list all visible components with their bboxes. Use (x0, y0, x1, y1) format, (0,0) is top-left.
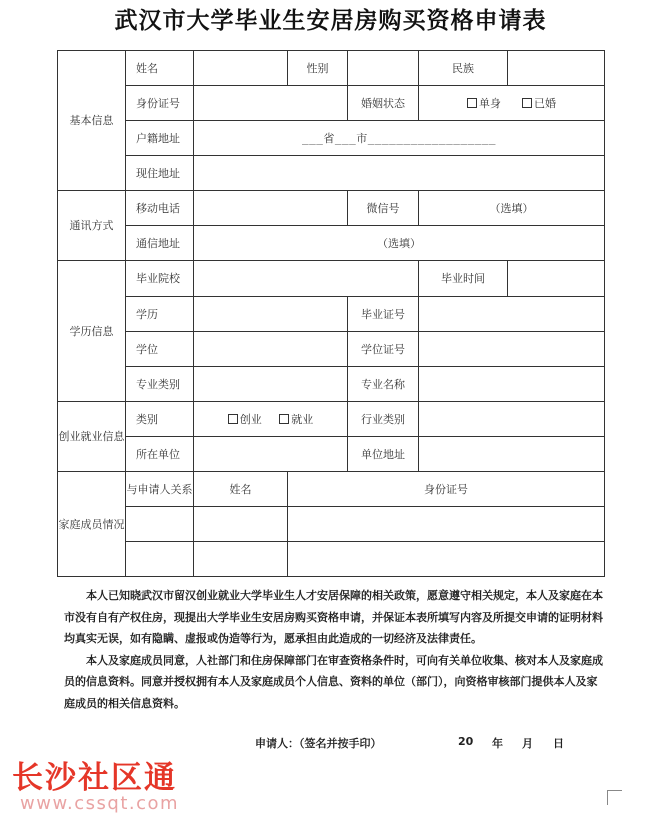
field-wechat[interactable]: （选填） (419, 191, 605, 226)
label-major-name: 专业名称 (348, 367, 419, 402)
married-label: 已婚 (534, 96, 556, 110)
field-member-id-2[interactable] (288, 542, 605, 577)
watermark-logo-text: 长沙社区通 (12, 760, 177, 796)
single-label: 单身 (479, 96, 502, 110)
label-category: 类别 (126, 402, 194, 437)
label-major-category: 专业类别 (126, 367, 194, 402)
signature-year: 20 (458, 735, 474, 748)
field-major-category[interactable] (194, 367, 348, 402)
label-name: 姓名 (126, 51, 194, 86)
signature-day-unit: 日 (553, 737, 564, 750)
declaration-paragraph-1: 本人已知晓武汉市留汉创业就业大学毕业生人才安居保障的相关政策，愿意遵守相关规定，本人及家庭在本市没有自有产权住房，现提出大学毕业生安居房购买资格申请，并保证本表所填写内容及所提交申请的证明材料均真实无误，如有隐瞒、虚报或伪造等行为，愿承担由此造成的一切经济及法律责任。 (64, 589, 603, 645)
field-hukou-address[interactable]: ___省___市__________________ (194, 121, 605, 156)
section-basic-info: 基本信息 (58, 51, 126, 191)
section-family: 家庭成员情况 (58, 472, 126, 577)
checkbox-married[interactable] (522, 97, 556, 110)
section-education: 学历信息 (58, 261, 126, 402)
label-id-number: 身份证号 (126, 86, 194, 121)
label-mobile: 移动电话 (126, 191, 194, 226)
form-title: 武汉市大学毕业生安居房购买资格申请表 (114, 7, 547, 34)
field-current-address[interactable] (194, 156, 605, 191)
checkbox-single[interactable] (467, 97, 501, 110)
checkbox-icon (522, 98, 532, 108)
label-diploma-no: 毕业证号 (348, 297, 419, 332)
declaration-paragraph-2: 本人及家庭成员同意，人社部门和住房保障部门在审查资格条件时，可向有关单位收集、核对本人及家庭成员的信息资料。同意并授权拥有本人及家庭成员个人信息、资料的单位（部门），向资格审核部门提供本人及家庭成员的相关信息资料。 (64, 653, 603, 710)
label-employer: 所在单位 (126, 437, 194, 472)
field-postal-address[interactable]: （选填） (194, 226, 605, 261)
field-degree-cert-no[interactable] (419, 332, 605, 367)
applicant-signature-label: 申请人：（签名并按手印） (255, 737, 382, 750)
employed-label: 就业 (291, 412, 314, 426)
section-contact: 通讯方式 (58, 191, 126, 261)
checkbox-icon (279, 414, 289, 424)
field-major-name[interactable] (419, 367, 605, 402)
field-ethnicity[interactable] (508, 51, 605, 86)
label-gender: 性别 (288, 51, 348, 86)
label-degree: 学位 (126, 332, 194, 367)
section-employment: 创业就业信息 (58, 402, 126, 472)
checkbox-employed[interactable] (279, 413, 313, 426)
field-id-number[interactable] (194, 86, 348, 121)
field-grad-time[interactable] (508, 261, 605, 297)
field-relation-2[interactable] (126, 542, 194, 577)
label-current-address: 现住地址 (126, 156, 194, 191)
field-employer-address[interactable] (419, 437, 605, 472)
field-gender[interactable] (348, 51, 419, 86)
label-school: 毕业院校 (126, 261, 194, 297)
employment-options (194, 402, 348, 437)
field-school[interactable] (194, 261, 419, 297)
field-industry[interactable] (419, 402, 605, 437)
field-employer[interactable] (194, 437, 348, 472)
field-member-name-1[interactable] (194, 507, 288, 542)
checkbox-startup[interactable] (228, 413, 262, 426)
label-hukou-address: 户籍地址 (126, 121, 194, 156)
field-name[interactable] (194, 51, 288, 86)
label-industry: 行业类别 (348, 402, 419, 437)
field-member-name-2[interactable] (194, 542, 288, 577)
field-mobile[interactable] (194, 191, 348, 226)
label-relation: 与申请人关系 (126, 472, 194, 507)
label-degree-cert-no: 学位证号 (348, 332, 419, 367)
label-degree-level: 学历 (126, 297, 194, 332)
checkbox-icon (467, 98, 477, 108)
marital-options (419, 86, 605, 121)
page-corner-mark (607, 790, 622, 805)
field-diploma-no[interactable] (419, 297, 605, 332)
signature-year-unit: 年 (492, 737, 503, 750)
label-marital-status: 婚姻状态 (348, 86, 419, 121)
field-member-id-1[interactable] (288, 507, 605, 542)
label-employer-address: 单位地址 (348, 437, 419, 472)
application-form-table (57, 50, 605, 577)
signature-month-unit: 月 (522, 737, 533, 750)
checkbox-icon (228, 414, 238, 424)
field-degree-level[interactable] (194, 297, 348, 332)
field-degree[interactable] (194, 332, 348, 367)
label-ethnicity: 民族 (419, 51, 508, 86)
label-wechat: 微信号 (348, 191, 419, 226)
label-grad-time: 毕业时间 (419, 261, 508, 297)
label-member-id: 身份证号 (288, 472, 605, 507)
watermark-url: www.cssqt.com (20, 793, 180, 814)
field-relation-1[interactable] (126, 507, 194, 542)
label-member-name: 姓名 (194, 472, 288, 507)
label-postal-address: 通信地址 (126, 226, 194, 261)
declaration-statement (64, 585, 604, 714)
startup-label: 创业 (239, 412, 262, 426)
